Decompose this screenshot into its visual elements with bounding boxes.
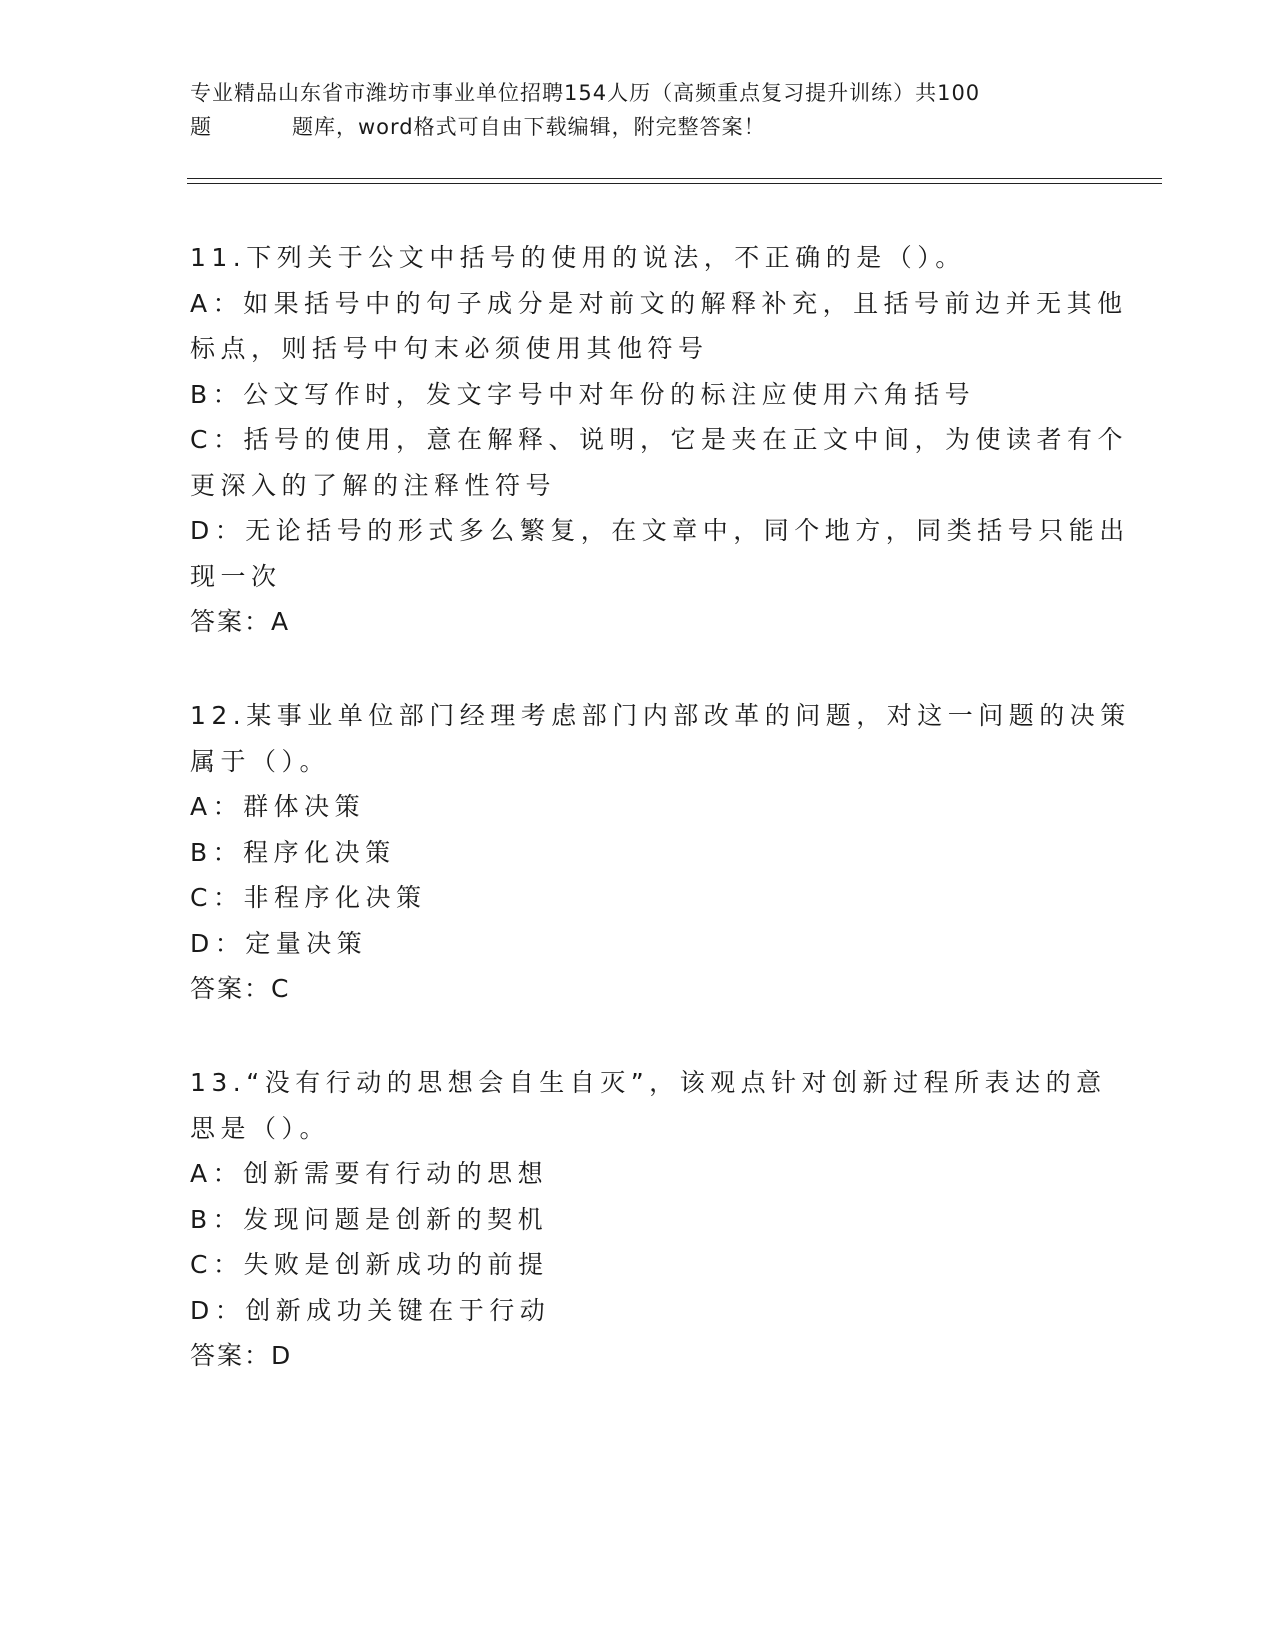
- question-13-option-d: D：创新成功关键在于行动: [190, 1295, 551, 1325]
- header-title-line2-rest: 题库，word格式可自由下载编辑，附完整答案！: [292, 115, 766, 139]
- document-header: [190, 76, 1090, 144]
- header-divider-bottom: [187, 183, 1162, 184]
- question-13: [190, 1060, 1107, 1379]
- question-11-answer: 答案：A: [190, 607, 291, 636]
- question-12-answer: 答案：C: [190, 974, 291, 1003]
- question-13-stem: 13.“没有行动的思想会自生自灭”，该观点针对创新过程所表达的意: [190, 1068, 1107, 1097]
- question-11-option-a: A：如果括号中的句子成分是对前文的解释补充，且括号前边并无其他: [190, 288, 1128, 318]
- question-11-stem: 11.下列关于公文中括号的使用的说法，不正确的是（）。: [190, 243, 966, 272]
- question-11-option-c-cont: 更深入的了解的注释性符号: [190, 470, 557, 500]
- question-11: [190, 235, 1130, 645]
- header-title-line1: 专业精品山东省市潍坊市事业单位招聘154人历（高频重点复习提升训练）共100: [190, 81, 981, 105]
- question-11-option-d: D：无论括号的形式多么繁复，在文章中，同个地方，同类括号只能出: [190, 516, 1130, 545]
- question-11-option-a-cont: 标点，则括号中句末必须使用其他符号: [190, 334, 709, 363]
- header-divider-top: [187, 178, 1162, 179]
- question-13-answer: 答案：D: [190, 1341, 293, 1370]
- question-12-option-c: C：非程序化决策: [190, 883, 427, 912]
- question-12-stem-cont: 属于（）。: [190, 746, 331, 776]
- question-11-option-c: C：括号的使用，意在解释、说明，它是夹在正文中间，为使读者有个: [190, 425, 1128, 454]
- question-11-option-b: B：公文写作时，发文字号中对年份的标注应使用六角括号: [190, 379, 976, 409]
- question-12-option-a: A：群体决策: [190, 792, 366, 821]
- question-11-option-d-cont: 现一次: [190, 561, 282, 591]
- question-12-option-d: D：定量决策: [190, 928, 368, 958]
- question-12-stem: 12.某事业单位部门经理考虑部门内部改革的问题，对这一问题的决策: [190, 701, 1131, 730]
- question-13-option-b: B：发现问题是创新的契机: [190, 1204, 549, 1234]
- question-12: [190, 693, 1131, 1012]
- question-13-stem-cont: 思是（）。: [190, 1113, 331, 1143]
- header-title-line2-start: 题: [190, 115, 212, 139]
- question-13-option-c: C：失败是创新成功的前提: [190, 1250, 549, 1279]
- header-title-line2: [190, 110, 1090, 144]
- question-12-option-b: B：程序化决策: [190, 837, 396, 867]
- question-13-option-a: A：创新需要有行动的思想: [190, 1159, 549, 1188]
